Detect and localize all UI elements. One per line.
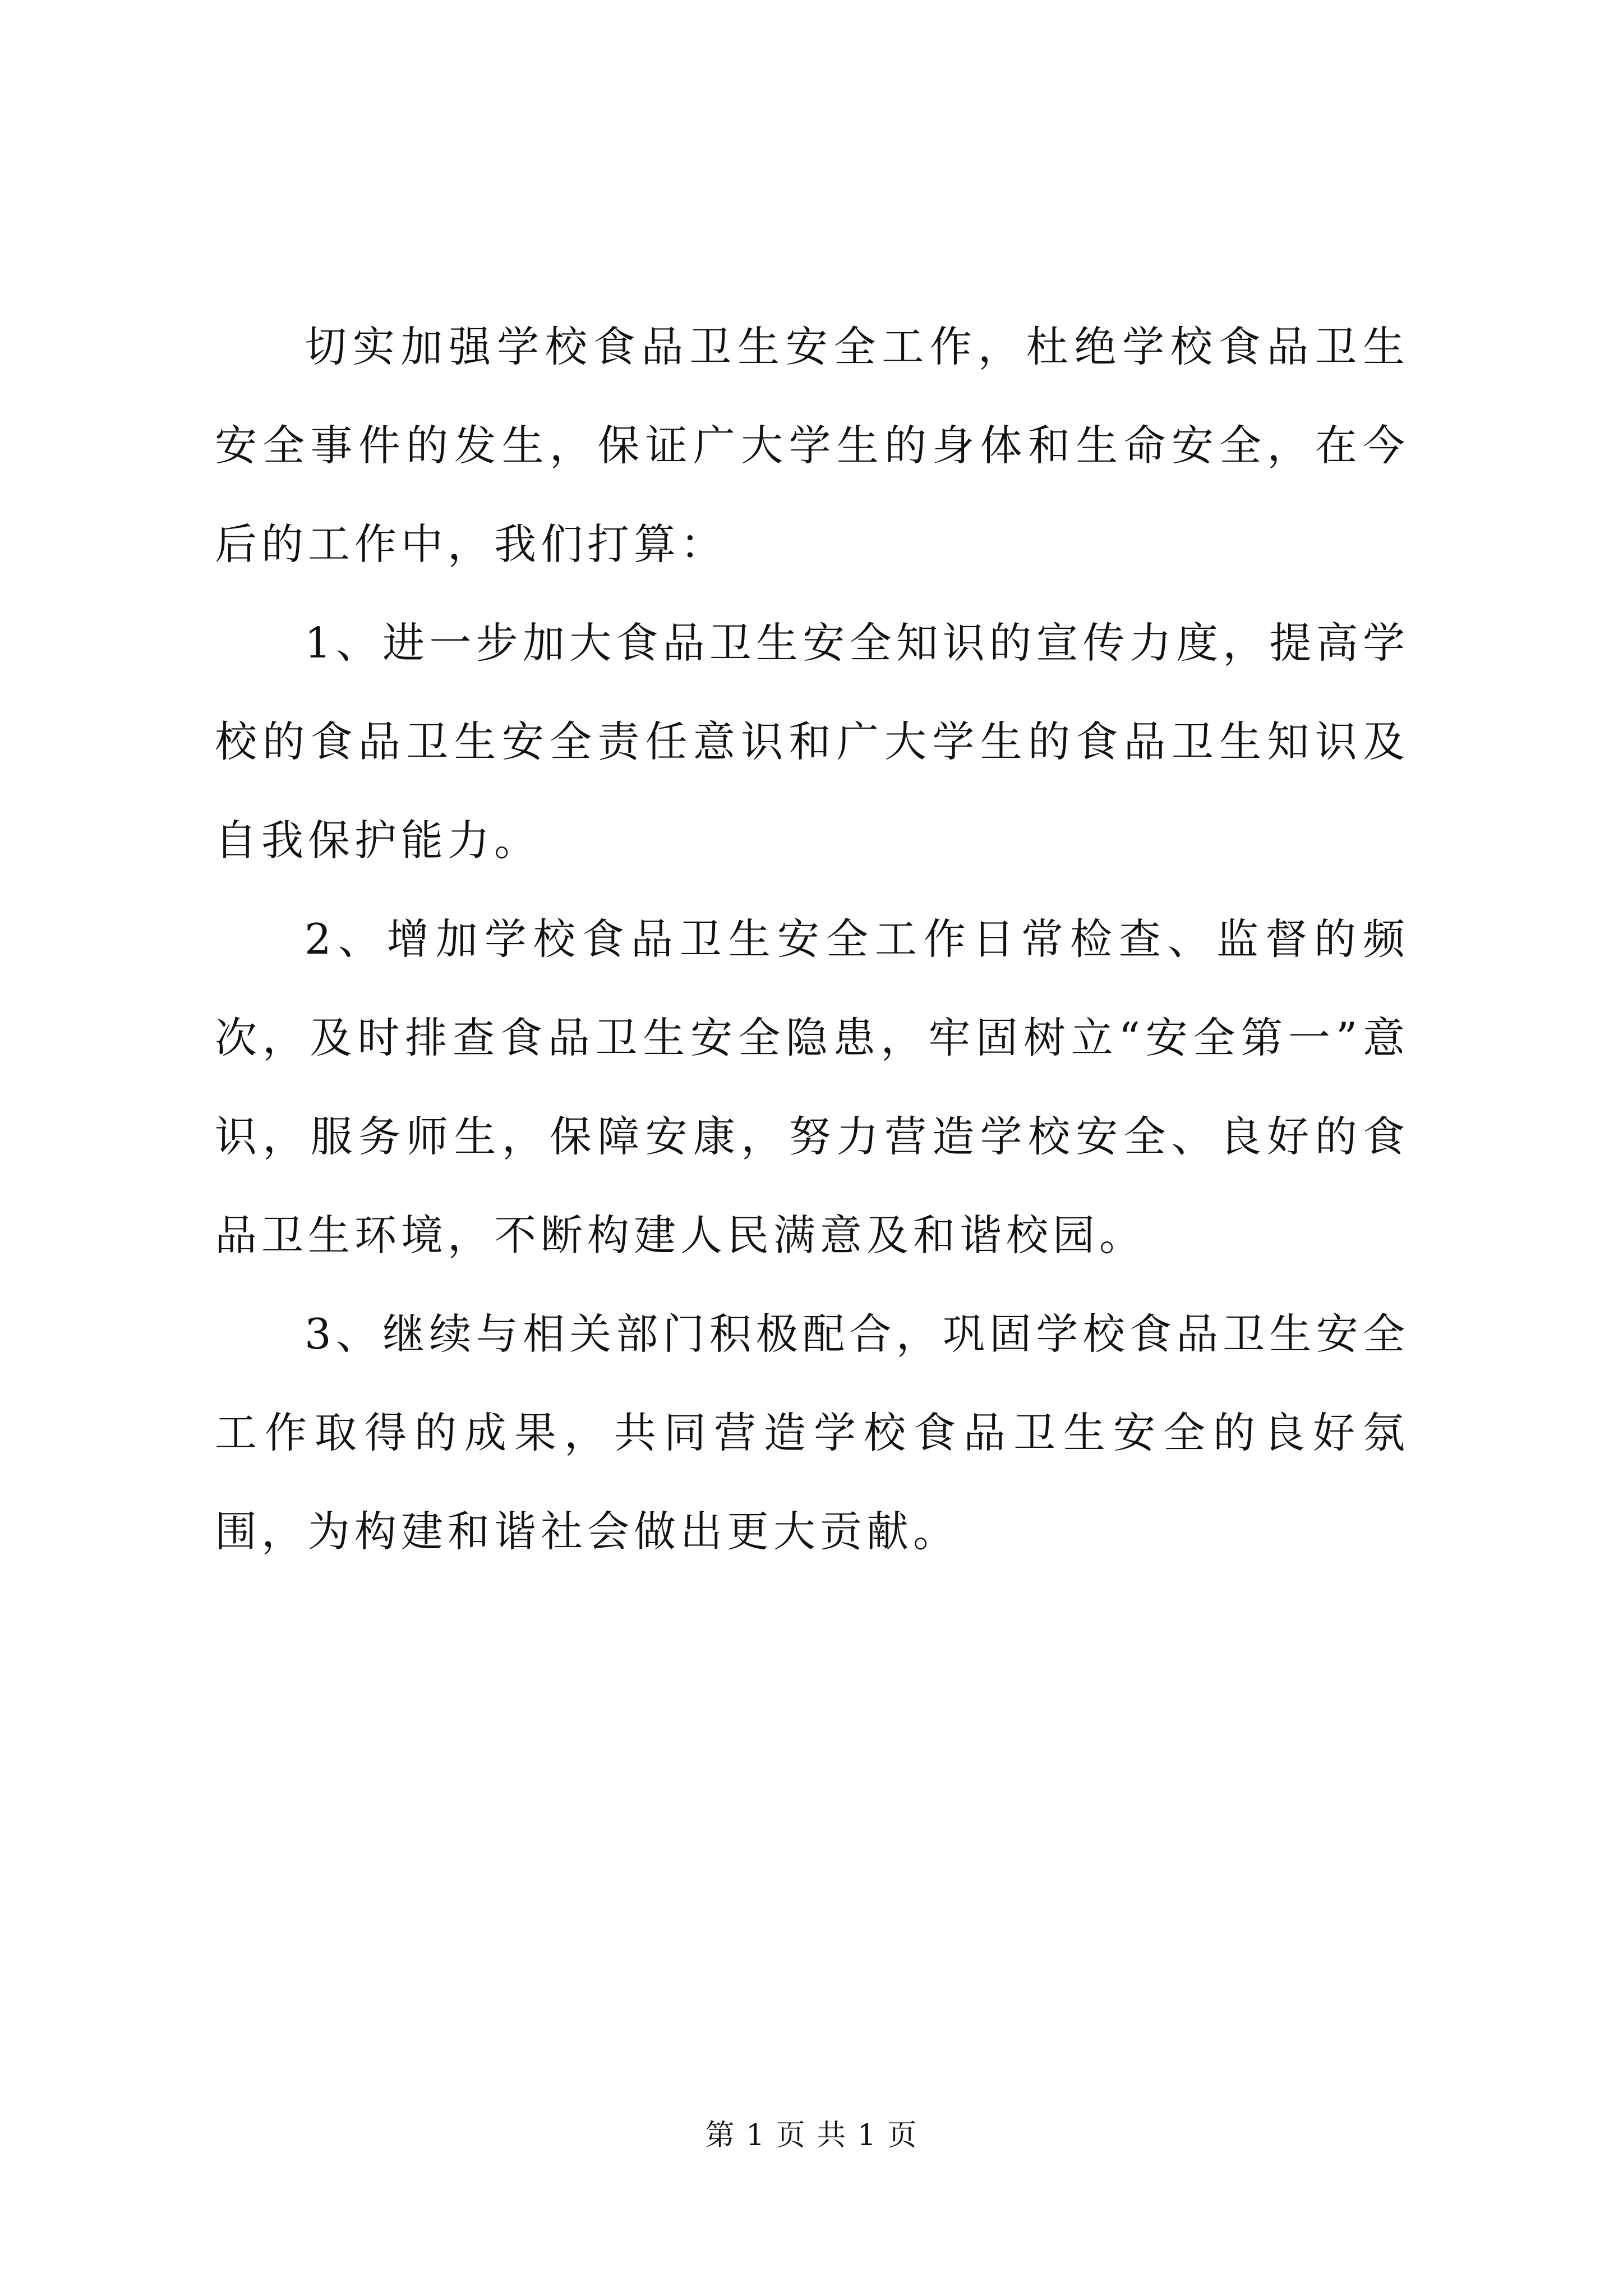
- paragraph-item-2: 2、增加学校食品卫生安全工作日常检查、监督的频次，及时排查食品卫生安全隐患，牢固树立“安全第一”意识，服务师生，保障安康，努力营造学校安全、良好的食品卫生环境，不断构建人民满意及和谐校园。: [215, 914, 1409, 1260]
- paragraph-item-3: 3、继续与相关部门积极配合，巩固学校食品卫生安全工作取得的成果，共同营造学校食品卫生安全的良好氛围，为构建和谐社会做出更大贡献。: [215, 1309, 1409, 1556]
- page-footer: 第 1 页 共 1 页: [705, 2119, 918, 2152]
- paragraph-item-1: 1、进一步加大食品卫生安全知识的宣传力度，提高学校的食品卫生安全责任意识和广大学生的食品卫生知识及自我保护能力。: [215, 618, 1409, 865]
- document-body: [215, 297, 1409, 1581]
- paragraph-intro: 切实加强学校食品卫生安全工作，杜绝学校食品卫生安全事件的发生，保证广大学生的身体和生命安全，在今后的工作中，我们打算：: [215, 322, 1409, 569]
